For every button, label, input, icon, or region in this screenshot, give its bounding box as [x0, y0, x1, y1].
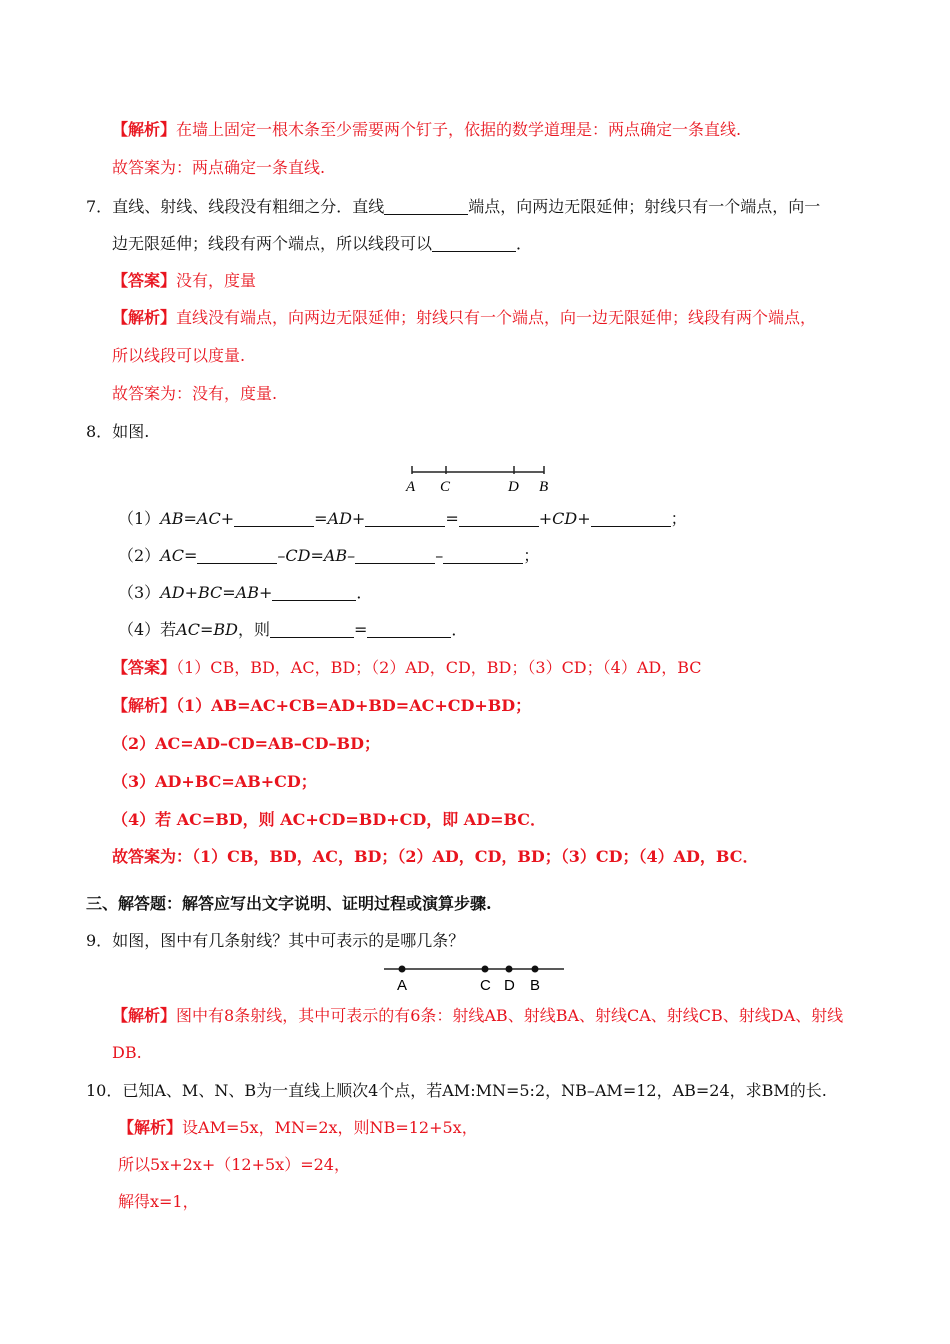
- q8-stem: 8．如图.: [86, 422, 150, 441]
- q8-analysis: 【解析】（1）AB=AC+CB=AD+BD=AC+CD+BD；: [112, 696, 532, 715]
- answer-blank[interactable]: [591, 510, 671, 527]
- analysis-text: 在墙上固定一根木条至少需要两个钉子，依据的数学道理是：两点确定一条直线.: [176, 120, 742, 139]
- answer-blank[interactable]: [443, 547, 523, 564]
- point-d: [506, 966, 513, 973]
- analysis-label: 【解析】: [112, 696, 177, 715]
- label-b: B: [530, 977, 541, 994]
- analysis-label: 【解析】: [112, 1006, 177, 1025]
- answer-blank[interactable]: [234, 510, 314, 527]
- q10-analysis-3: 解得x=1，: [118, 1192, 199, 1211]
- question-number: 8．: [86, 422, 113, 441]
- q8-segment-figure: [400, 462, 560, 496]
- q6-answer-line: 故答案为：两点确定一条直线.: [112, 158, 326, 177]
- answer-label: 【答案】: [112, 658, 177, 677]
- label-d: D: [508, 479, 519, 495]
- answer-blank[interactable]: [384, 198, 468, 215]
- q7-stem-line1: 7．直线、射线、线段没有粗细之分．直线 端点，向两边无限延伸；射线只有一个端点，向一: [86, 197, 821, 216]
- answer-blank[interactable]: [365, 510, 445, 527]
- section-title: 三、解答题：解答应写出文字说明、证明过程或演算步骤.: [86, 894, 492, 913]
- answer-blank[interactable]: [270, 621, 354, 638]
- question-number: 10．: [86, 1081, 123, 1100]
- q6-analysis: [112, 119, 741, 141]
- q7-analysis: 【解析】直线没有端点，向两边无限延伸；射线只有一个端点，向一边无限延伸；线段有两个端点，: [112, 308, 817, 327]
- analysis-label: 【解析】: [112, 308, 177, 327]
- label-a: A: [406, 479, 416, 495]
- question-number: 9．: [86, 931, 113, 950]
- q10-stem: 10．已知A、M、N、B为一直线上顺次4个点，若AM:MN=5:2，NB–AM=12，AB=24，求BM的长.: [86, 1081, 827, 1100]
- q9-ray-figure: [384, 960, 568, 994]
- label-c: C: [480, 977, 491, 994]
- analysis-label: 【解析】: [112, 120, 177, 139]
- label-d: D: [504, 977, 515, 994]
- q8-analysis-3: （3）AD+BC=AB+CD；: [112, 772, 317, 791]
- answer-blank[interactable]: [459, 510, 539, 527]
- answer-blank[interactable]: [367, 621, 451, 638]
- q8-analysis-2: （2）AC=AD–CD=AB–CD–BD；: [112, 734, 380, 753]
- q8-analysis-4: （4）若 AC=BD，则 AC+CD=BD+CD，即 AD=BC．: [112, 810, 547, 829]
- q7-analysis-cont: 所以线段可以度量.: [112, 346, 246, 365]
- question-number: 7．: [86, 197, 113, 216]
- q9-analysis-cont: DB.: [112, 1043, 142, 1062]
- q8-sub1: （1）AB=AC+ =AD+ = +CD+ ；: [118, 509, 687, 528]
- q10-analysis-2: 所以5x+2x+（12+5x）=24，: [118, 1155, 350, 1174]
- point-a: [399, 966, 406, 973]
- q8-sub3: （3）AD+BC=AB+ ．: [118, 583, 373, 602]
- answer-label: 【答案】: [112, 271, 177, 290]
- answer-blank[interactable]: [355, 547, 435, 564]
- analysis-label: 【解析】: [118, 1118, 183, 1137]
- point-b: [532, 966, 539, 973]
- answer-blank[interactable]: [272, 584, 356, 601]
- q9-analysis: 【解析】图中有8条射线，其中可表示的有6条：射线AB、射线BA、射线CA、射线CB、射线DA、射线: [112, 1006, 844, 1025]
- q8-sub2: （2）AC= –CD=AB– – ；: [118, 546, 540, 565]
- q7-answer: 【答案】没有，度量: [112, 271, 257, 290]
- q8-sub4: （4）若AC=BD，则 = ．: [118, 620, 468, 639]
- q9-stem: 9．如图，图中有几条射线？其中可表示的是哪几条？: [86, 931, 465, 950]
- label-a: A: [397, 977, 408, 994]
- q7-stem-line2: 边无限延伸；线段有两个端点，所以线段可以 ．: [112, 234, 533, 253]
- q7-answer-line: 故答案为：没有，度量.: [112, 384, 278, 403]
- answer-blank[interactable]: [197, 547, 277, 564]
- q8-answer: 【答案】（1）CB，BD，AC，BD；（2）AD，CD，BD；（3）CD；（4）AD，BC: [112, 658, 702, 677]
- q8-answer-line: 故答案为：（1）CB，BD，AC，BD；（2）AD，CD，BD；（3）CD；（4）AD，BC．: [112, 847, 759, 866]
- label-b: B: [539, 479, 549, 495]
- point-c: [482, 966, 489, 973]
- q10-analysis: 【解析】设AM=5x，MN=2x，则NB=12+5x，: [118, 1118, 478, 1137]
- answer-blank[interactable]: [432, 235, 516, 252]
- label-c: C: [440, 479, 451, 495]
